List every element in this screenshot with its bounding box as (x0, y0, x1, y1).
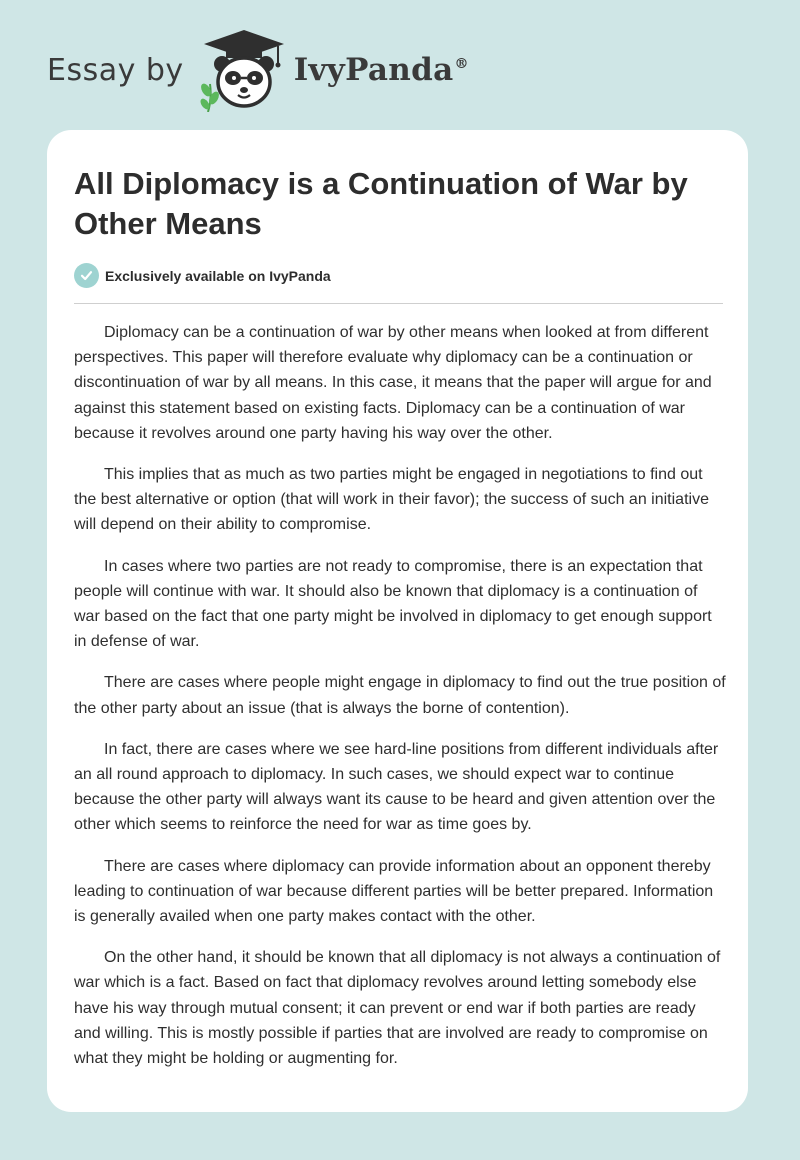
brand-label: IvyPanda (293, 52, 454, 88)
essay-card (47, 130, 748, 1112)
paragraph: There are cases where diplomacy can provide information about an opponent thereby leading to continuation of war because different parties will be better prepared. Information is generally availed when one party makes contact with the other. (74, 857, 714, 926)
essay-title: All Diplomacy is a Continuation of War by Other Means (74, 166, 688, 241)
essay-body (74, 320, 726, 1087)
paragraph: There are cases where people might engage in diplomacy to find out the true position of the other party about an issue (that is always the borne of contention). (74, 674, 726, 717)
site-header (47, 28, 469, 112)
title-divider (74, 303, 723, 304)
paragraph: Diplomacy can be a continuation of war by other means when looked at from different perspectives. This paper will therefore evaluate why diplomacy can be a continuation or discontinuation of war by all means. In this case, it means that the paper will argue for and against this statement based on existing facts. Diplomacy can be a continuation of war because it revolves around one party having his way over the other. (74, 324, 712, 442)
brand-name[interactable] (294, 52, 469, 88)
paragraph: In fact, there are cases where we see hard-line positions from different individuals after an all round approach to diplomacy. In such cases, we should expect war to continue because the other party will always want its cause to be heard and given attention over the other which seems to reinforce the need for war as time goes by. (74, 740, 719, 834)
check-icon (74, 263, 99, 288)
registered-mark: ® (454, 56, 469, 72)
paragraph: On the other hand, it should be known that all diplomacy is not always a continuation of war which is a fact. Based on fact that diplomacy revolves around letting somebody else have his way through mutual consent; it can prevent or end war if both parties are ready and willing. This is mostly possible if parties that are involved are ready to compromise on what they might be holding or augmenting for. (74, 949, 721, 1068)
paragraph: This implies that as much as two parties might be engaged in negotiations to find out the best alternative or option (that will work in their favor); the success of such an initiative will depend on their ability to compromise. (74, 466, 709, 534)
exclusive-badge-text: Exclusively available on IvyPanda (105, 267, 331, 284)
paragraph: In cases where two parties are not ready to compromise, there is an expectation that people will continue with war. It should also be known that diplomacy is a continuation of war based on the fact that one party might be involved in diplomacy to get enough support in defense of war. (74, 557, 712, 651)
essay-by-label: Essay by (47, 52, 184, 88)
panda-graduate-logo-icon[interactable] (198, 28, 290, 112)
exclusive-badge (74, 263, 331, 288)
